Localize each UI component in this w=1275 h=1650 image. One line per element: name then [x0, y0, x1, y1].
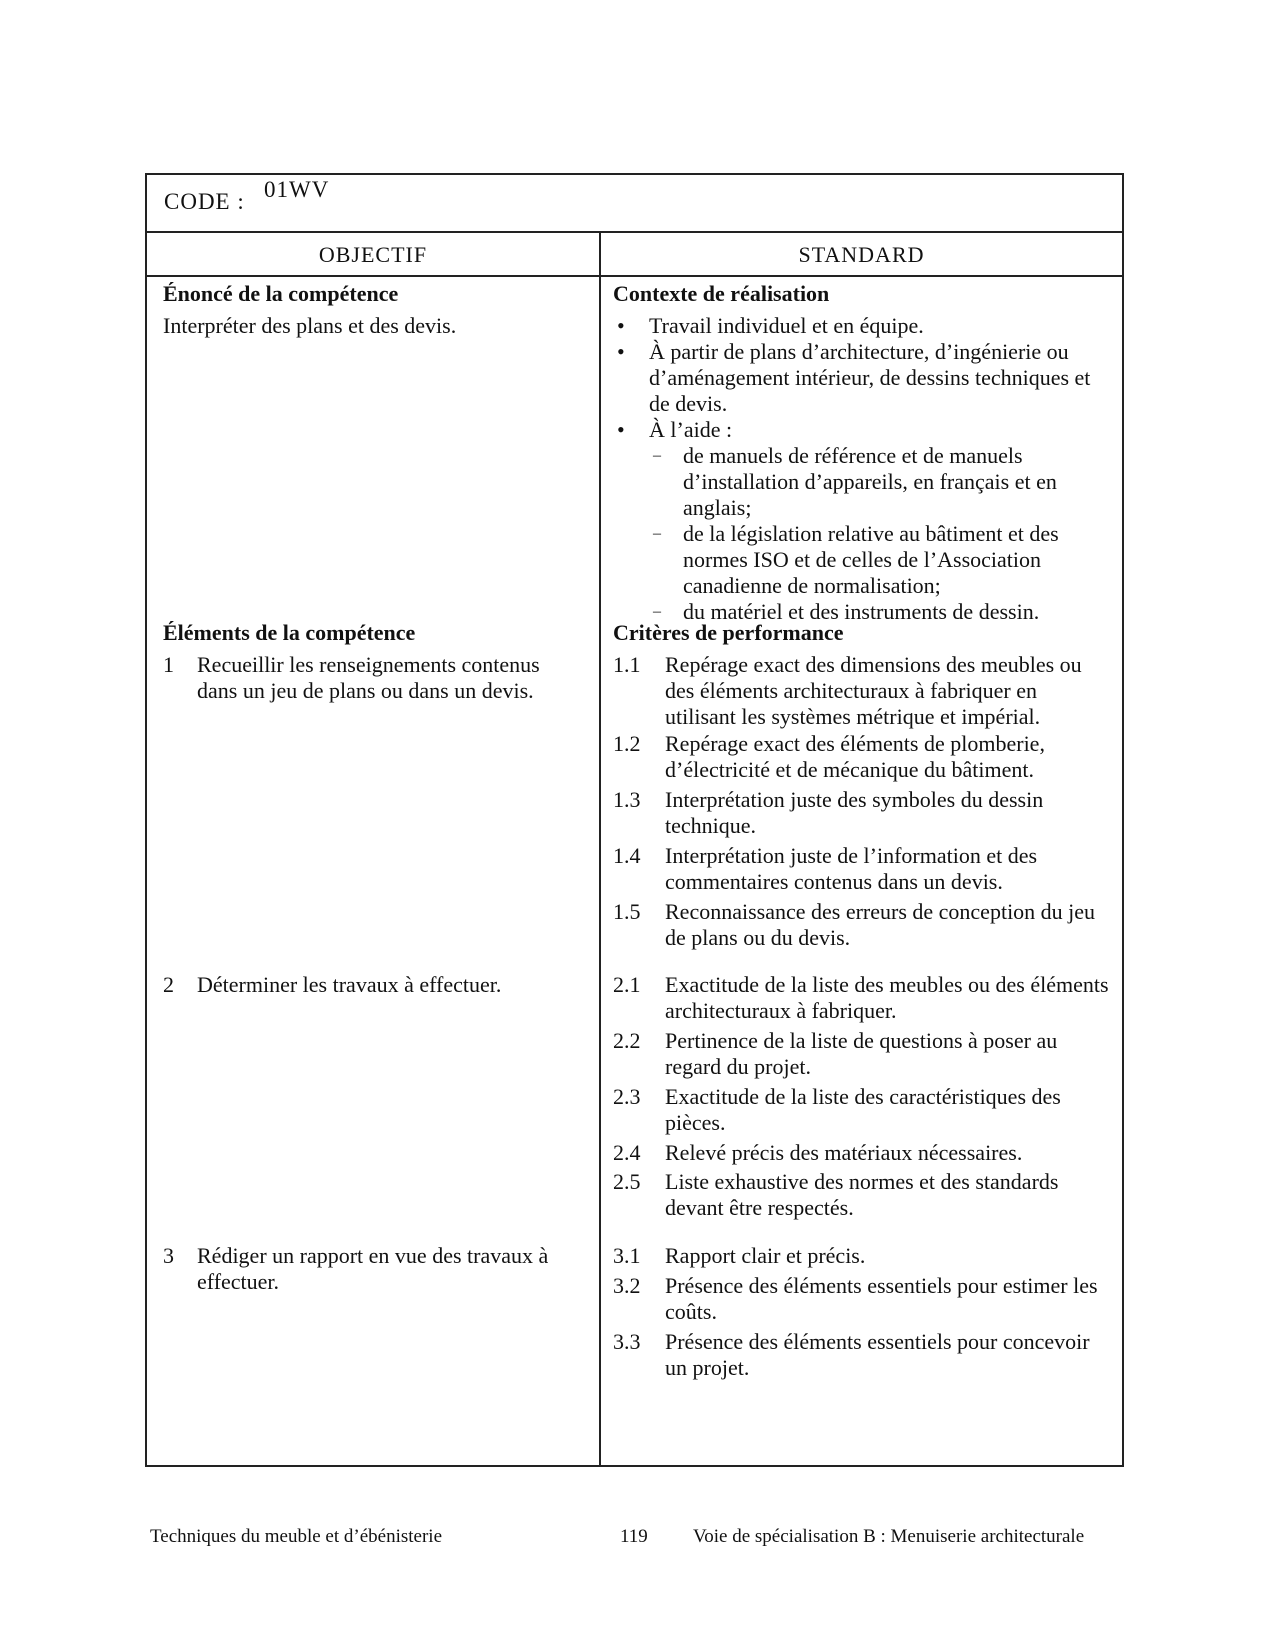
critere-item: [613, 1243, 1113, 1269]
contexte-bullet: [613, 313, 1103, 339]
dash-glyph: –: [653, 447, 661, 464]
element-text: Rédiger un rapport en vue des travaux à effectuer.: [197, 1243, 549, 1294]
critere-item: [613, 1028, 1113, 1080]
critere-number: 1.2: [613, 731, 641, 756]
contexte-sub-text: de la législation relative au bâtiment et des normes ISO et de celles de l’Association canadienne de normalisation;: [683, 521, 1059, 598]
contexte-bullet-text: Travail individuel et en équipe.: [649, 313, 924, 338]
elements-title: Éléments de la compétence: [163, 620, 416, 645]
element-number: 3: [163, 1243, 174, 1268]
enonce-title: Énoncé de la compétence: [163, 281, 399, 306]
contexte-title: Contexte de réalisation: [613, 281, 830, 306]
critere-number: 2.4: [613, 1140, 641, 1165]
critere-number: 2.5: [613, 1169, 641, 1194]
bullet-dot: •: [617, 313, 625, 338]
competency-table: [145, 173, 1124, 1467]
critere-number: 1.5: [613, 899, 641, 924]
element-item: [163, 972, 583, 998]
critere-item: [613, 1140, 1113, 1166]
contexte-sub-item: [613, 443, 1103, 521]
footer-program: Techniques du meuble et d’ébénisterie: [150, 1526, 443, 1547]
bullet-dot: •: [617, 339, 625, 364]
contexte-list: [613, 313, 1103, 625]
critere-item: [613, 1084, 1113, 1136]
critere-item: [613, 899, 1113, 951]
header-objectif: OBJECTIF: [318, 242, 428, 267]
critere-number: 1.3: [613, 787, 641, 812]
contexte-bullet-text: À partir de plans d’architecture, d’ingénierie ou d’aménagement intérieur, de dessins techniques et de devis.: [649, 339, 1091, 416]
critere-text: Repérage exact des éléments de plomberie, d’électricité et de mécanique du bâtiment.: [665, 731, 1045, 782]
critere-number: 2.1: [613, 972, 641, 997]
critere-item: [613, 1273, 1113, 1325]
contexte-bullet: [613, 339, 1103, 417]
footer-specialisation: Voie de spécialisation B : Menuiserie architecturale: [693, 1526, 1085, 1547]
critere-text: Interprétation juste des symboles du dessin technique.: [665, 787, 1044, 838]
code-label: CODE :: [164, 189, 245, 214]
dash-glyph: –: [653, 603, 661, 620]
element-number: 1: [163, 652, 174, 677]
critere-text: Repérage exact des dimensions des meubles ou des éléments architecturaux à fabriquer en utilisant les systèmes métrique et impérial.: [665, 652, 1082, 729]
critere-text: Pertinence de la liste de questions à poser au regard du projet.: [665, 1028, 1058, 1079]
element-text: Recueillir les renseignements contenus dans un jeu de plans ou dans un devis.: [197, 652, 540, 703]
footer-page-number: 119: [620, 1526, 648, 1547]
critere-item: [613, 787, 1113, 839]
critere-item: [613, 972, 1113, 1024]
critere-text: Rapport clair et précis.: [665, 1243, 866, 1268]
critere-number: 3.1: [613, 1243, 641, 1268]
element-item: [163, 652, 583, 704]
element-number: 2: [163, 972, 174, 997]
header-standard: STANDARD: [798, 242, 925, 267]
critere-text: Liste exhaustive des normes et des standards devant être respectés.: [665, 1169, 1059, 1220]
contexte-bullet: [613, 417, 1103, 443]
critere-text: Exactitude de la liste des caractéristiques des pièces.: [665, 1084, 1061, 1135]
critere-text: Exactitude de la liste des meubles ou des éléments architecturaux à fabriquer.: [665, 972, 1109, 1023]
critere-item: [613, 1329, 1113, 1381]
critere-number: 1.1: [613, 652, 641, 677]
critere-text: Présence des éléments essentiels pour concevoir un projet.: [665, 1329, 1090, 1380]
element-item: [163, 1243, 583, 1295]
critere-number: 3.3: [613, 1329, 641, 1354]
contexte-sub-text: du matériel et des instruments de dessin.: [683, 599, 1040, 624]
critere-number: 3.2: [613, 1273, 641, 1298]
bullet-dot: •: [617, 417, 625, 442]
critere-item: [613, 731, 1113, 783]
code-value: 01WV: [264, 177, 330, 202]
dash-glyph: –: [653, 525, 661, 542]
header-row: [147, 233, 1122, 277]
code-row: [147, 175, 1122, 233]
critere-text: Interprétation juste de l’information et des commentaires contenus dans un devis.: [665, 843, 1038, 894]
critere-text: Reconnaissance des erreurs de conception du jeu de plans ou du devis.: [665, 899, 1096, 950]
critere-number: 1.4: [613, 843, 641, 868]
criteres-title: Critères de performance: [613, 620, 844, 645]
contexte-bullet-text: À l’aide :: [649, 417, 733, 442]
contexte-sub-item: [613, 521, 1103, 599]
critere-item: [613, 843, 1113, 895]
critere-number: 2.2: [613, 1028, 641, 1053]
contexte-sub-text: de manuels de référence et de manuels d’installation d’appareils, en français et en anglais;: [683, 443, 1057, 520]
critere-text: Relevé précis des matériaux nécessaires.: [665, 1140, 1023, 1165]
critere-item: [613, 1169, 1113, 1221]
critere-item: [613, 652, 1113, 730]
column-divider: [599, 233, 601, 1467]
enonce-text: Interpréter des plans et des devis.: [163, 313, 457, 338]
element-text: Déterminer les travaux à effectuer.: [197, 972, 502, 997]
critere-text: Présence des éléments essentiels pour estimer les coûts.: [665, 1273, 1098, 1324]
critere-number: 2.3: [613, 1084, 641, 1109]
